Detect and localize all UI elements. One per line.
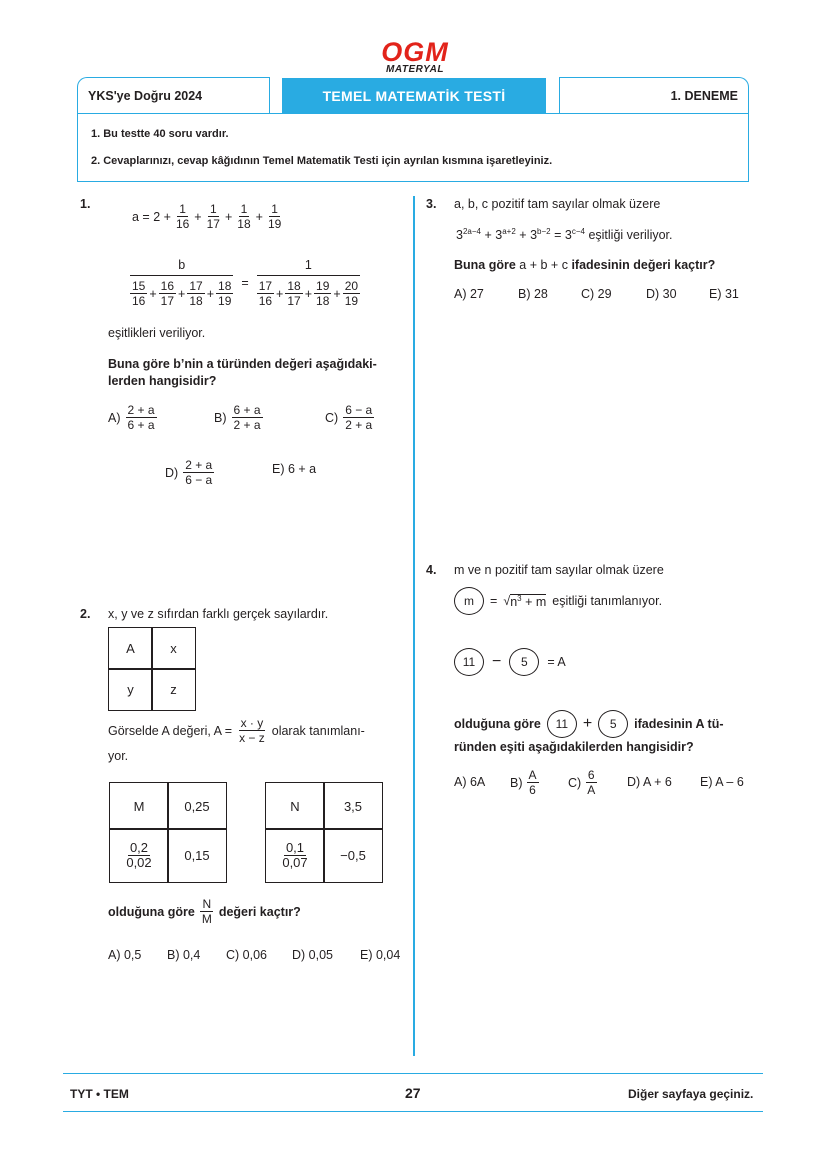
q2-definition: Görselde A değeri, A = $\frac{x \cdot y}{x - z}$ olarak tanımlanı-	[108, 716, 365, 745]
q4-given-equation: 11 − 5 = A	[454, 648, 566, 676]
table-m-label: M	[109, 782, 169, 830]
q4-intro: m ve n pozitif tam sayılar olmak üzere	[454, 563, 664, 577]
q3-question: Buna göre a + b + c ifadesinin değeri kaçtır?	[454, 258, 716, 272]
footer-bottom-rule	[63, 1111, 763, 1112]
q2-number: 2.	[80, 607, 91, 621]
q1-one-numerator: 1	[304, 258, 312, 272]
circle-11: 11	[454, 648, 484, 676]
q1-a-equation	[132, 202, 283, 231]
q2-question: olduğuna göre N M değeri kaçtır?	[108, 897, 301, 926]
table-m-y: 0,2 0,02	[109, 828, 169, 883]
q1-option-c[interactable]: C) 6 − a 2 + a	[325, 403, 373, 432]
q4-option-b[interactable]: B) A 6	[510, 768, 537, 797]
table-n-z: −0,5	[323, 828, 383, 883]
circle-11: 11	[547, 710, 577, 738]
q4-question-line2: ründen eşiti aşağıdakilerden hangisidir?	[454, 740, 694, 754]
q4-question-line1: olduğuna göre 11 + 5 ifadesinin A tü-	[454, 710, 724, 738]
q3-option-e[interactable]: E) 31	[709, 287, 739, 301]
q1-option-b[interactable]: B) 6 + a 2 + a	[214, 403, 261, 432]
q1-a-frac-2: $\frac{1}{17}$	[206, 202, 220, 231]
plus-sign: +	[255, 209, 263, 224]
ogm-logo	[378, 37, 452, 75]
q2-intro: x, y ve z sıfırdan farklı gerçek sayılardır.	[108, 607, 329, 621]
q1-given-text: eşitlikleri veriliyor.	[108, 326, 206, 340]
table-n-y: 0,1 0,07	[265, 828, 325, 883]
q2-table-n	[265, 782, 383, 883]
footer-next-page: Diğer sayfaya geçiniz.	[628, 1087, 754, 1101]
instruction-2: 2. Cevaplarınızı, cevap kâğıdının Temel Matematik Testi için ayrılan kısmına işaretleyiniz.	[91, 155, 553, 167]
grid-cell-x: x	[151, 627, 196, 670]
q2-option-b[interactable]: B) 0,4	[167, 948, 201, 962]
q1-b-numerator: b	[178, 258, 186, 272]
q3-equation: $3^{2a-4} + 3^{a+2} + 3^{b-2} = 3^{c-4}$ eşitliği veriliyor.	[456, 227, 673, 243]
q2-option-e[interactable]: E) 0,04	[360, 948, 401, 962]
grid-cell-a: A	[108, 627, 153, 670]
q1-a-frac-3: $\frac{1}{18}$	[237, 202, 251, 231]
grid-cell-z: z	[151, 668, 196, 711]
circle-m-operator: m	[454, 587, 484, 615]
q4-option-e[interactable]: E) A – 6	[700, 775, 744, 789]
q1-b-equation	[130, 258, 360, 308]
table-n-x: 3,5	[323, 782, 383, 830]
q1-question-line1: Buna göre b’nin a türünden değeri aşağıdaki-	[108, 357, 377, 371]
q1-a-frac-4: $\frac{1}{19}$	[267, 202, 282, 231]
q4-option-a[interactable]: A) 6A	[454, 775, 486, 789]
q1-option-d[interactable]: D) 2 + a 6 − a	[165, 458, 213, 487]
table-n-label: N	[265, 782, 325, 830]
q4-number: 4.	[426, 563, 437, 577]
q2-definition-line2: yor.	[108, 749, 129, 763]
q1-question-line2: lerden hangisidir?	[108, 374, 217, 388]
q3-option-d[interactable]: D) 30	[646, 287, 677, 301]
q4-definition: m = $√n^3 + m$ eşitliği tanımlanıyor.	[454, 587, 662, 615]
instruction-1: 1. Bu testte 40 soru vardır.	[91, 128, 229, 140]
circle-5: 5	[598, 710, 628, 738]
q2-option-d[interactable]: D) 0,05	[292, 948, 333, 962]
q1-left-denominator: 15 16 + $\frac{16}{17}$ + $\frac{17}{18}$ + $\frac{18}{19}$	[130, 275, 233, 308]
q4-option-d[interactable]: D) A + 6	[627, 775, 672, 789]
q3-intro: a, b, c pozitif tam sayılar olmak üzere	[454, 197, 661, 211]
footer-test-code: TYT • TEM	[70, 1087, 129, 1101]
q3-option-a[interactable]: A) 27	[454, 287, 484, 301]
q3-option-c[interactable]: C) 29	[581, 287, 612, 301]
page-number: 27	[405, 1085, 421, 1101]
logo-main-text: OGM	[381, 37, 449, 67]
q2-table-m	[109, 782, 227, 883]
circle-5: 5	[509, 648, 539, 676]
q2-option-a[interactable]: A) 0,5	[108, 948, 142, 962]
q1-left-compound	[130, 258, 233, 308]
q1-option-e[interactable]: E) 6 + a	[272, 462, 317, 476]
table-m-x: 0,25	[167, 782, 227, 830]
q2-definition-grid	[108, 627, 196, 711]
q1-a-lhs: a = 2 +	[132, 209, 171, 224]
q1-option-a[interactable]: A) 2 + a 6 + a	[108, 403, 155, 432]
plus-sign: +	[224, 209, 233, 224]
q1-a-frac-1: $\frac{1}{16}$	[175, 202, 190, 231]
instructions-box	[77, 113, 749, 182]
q1-number: 1.	[80, 197, 91, 211]
q4-option-c[interactable]: C) 6 A	[568, 768, 596, 797]
footer-top-rule	[63, 1073, 763, 1074]
q1-right-compound	[257, 258, 360, 308]
q1-right-denominator: 17 16 + $\frac{18}{17}$ + $\frac{19}{18}$ + $\frac{20}{19}$	[257, 275, 360, 308]
q3-option-b[interactable]: B) 28	[518, 287, 548, 301]
table-m-z: 0,15	[167, 828, 227, 883]
q2-option-c[interactable]: C) 0,06	[226, 948, 267, 962]
header-test-title: TEMEL MATEMATİK TESTİ	[282, 78, 546, 113]
grid-cell-y: y	[108, 668, 153, 711]
equals-sign: =	[241, 276, 249, 290]
header-exam-series: YKS'ye Doğru 2024	[77, 77, 270, 113]
logo-sub-text: MATERYAL	[386, 64, 444, 75]
q3-number: 3.	[426, 197, 437, 211]
header-trial-number: 1. DENEME	[559, 77, 749, 113]
sqrt-expression: $√n^3 + m$	[503, 593, 547, 609]
column-divider	[413, 196, 415, 1056]
plus-sign: +	[194, 209, 202, 224]
